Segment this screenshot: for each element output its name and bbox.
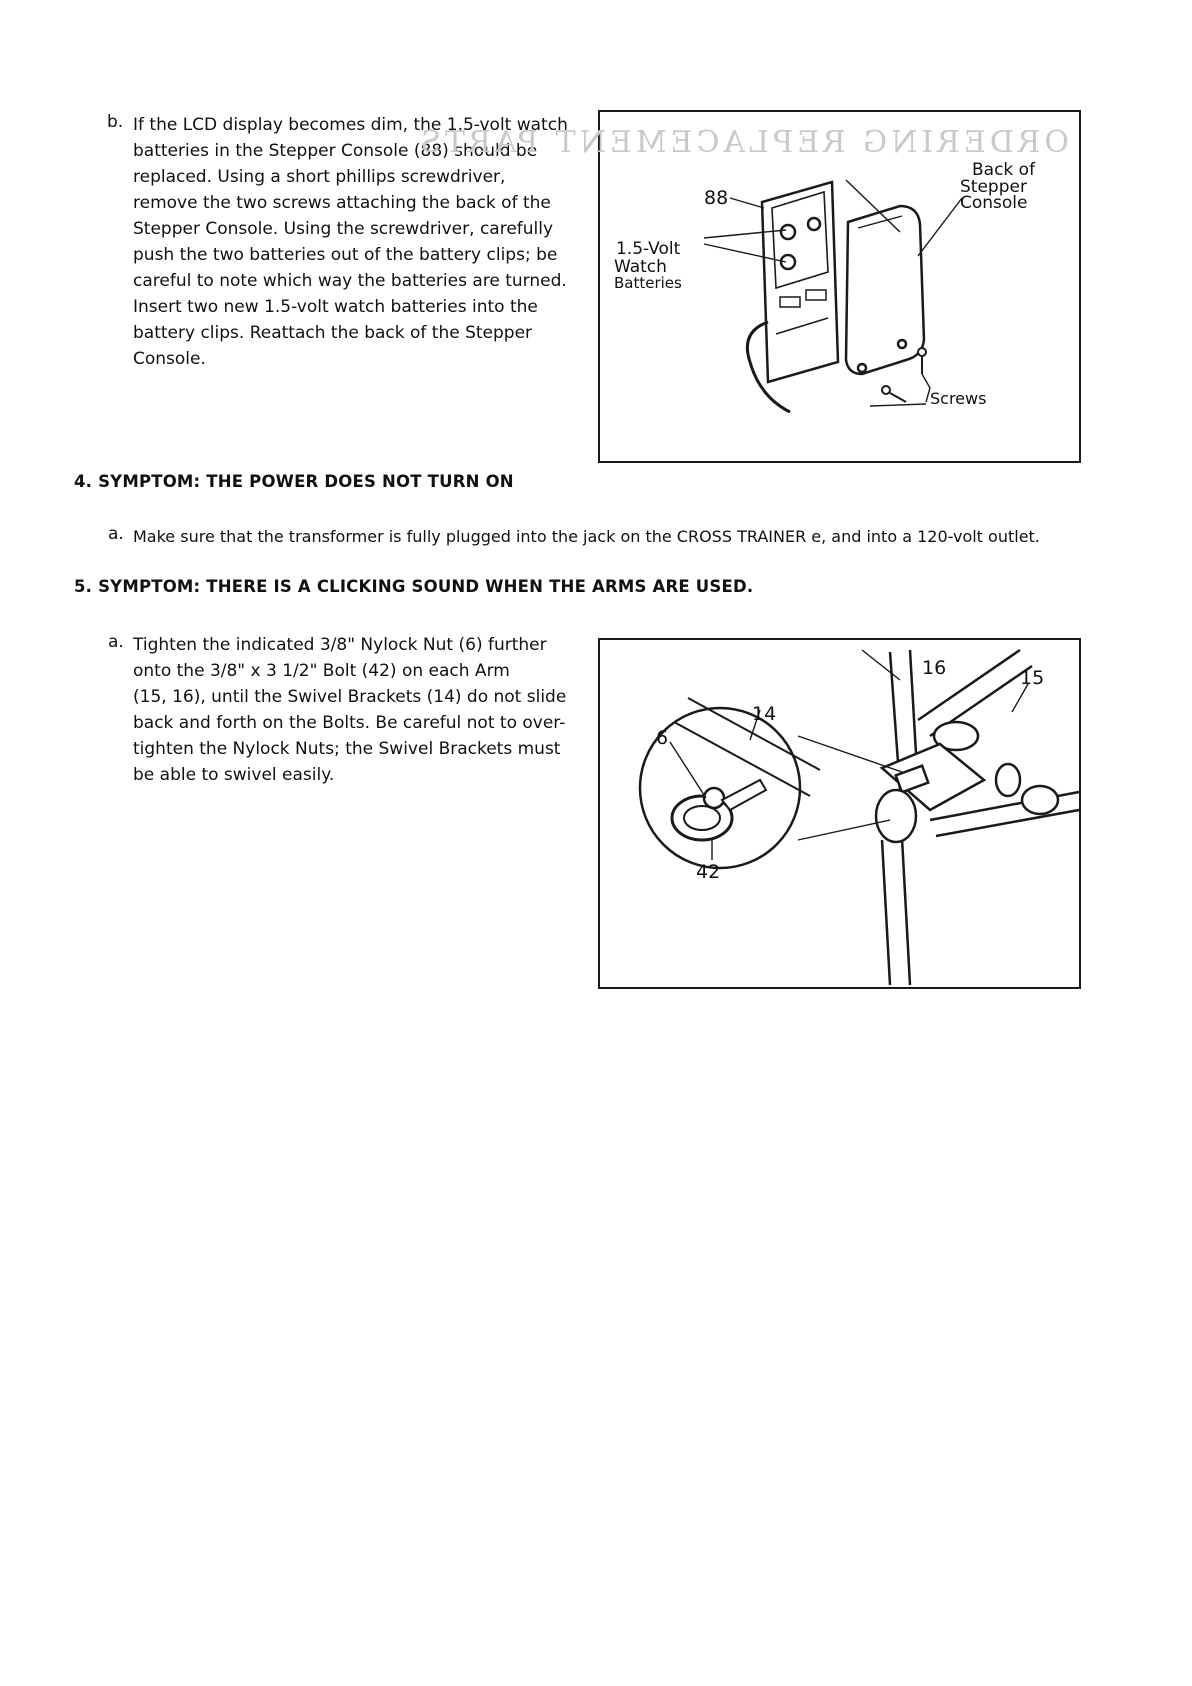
console-back-cover (846, 206, 924, 374)
arm-bracket-figure (598, 638, 1081, 989)
symptom-5-line: tighten the Nylock Nuts; the Swivel Brackets must (133, 739, 561, 759)
label-batteries: Batteries (614, 274, 682, 292)
section-b-line: Stepper Console. Using the screwdriver, carefully (133, 219, 554, 239)
section-b-line: careful to note which way the batteries are turned. (133, 271, 567, 291)
label-console: Console (960, 193, 1028, 213)
symptom-4-heading: 4. SYMPTOM: THE POWER DOES NOT TURN ON (74, 472, 514, 491)
screw-icons (882, 348, 926, 402)
detail-magnifier (640, 698, 820, 868)
section-b-line: battery clips. Reattach the back of the Stepper (133, 323, 533, 343)
label-volt: 1.5-Volt (616, 239, 681, 259)
label-stepper: Stepper (960, 177, 1027, 197)
console-front (762, 182, 838, 382)
section-b-line: replaced. Using a short phillips screwdriver, (133, 167, 506, 187)
label-screws: Screws (930, 389, 987, 408)
section-b-line: If the LCD display becomes dim, the 1.5-volt watch (133, 115, 568, 135)
label-6: 6 (656, 727, 669, 749)
arm-illustration (600, 640, 1079, 987)
symptom-5-line: onto the 3/8" x 3 1/2" Bolt (42) on each Arm (133, 661, 510, 681)
symptom-5-marker: a. (108, 632, 124, 652)
section-b-line: push the two batteries out of the battery clips; be (133, 245, 558, 265)
bracket-assembly (876, 722, 1058, 842)
section-b-line: batteries in the Stepper Console (88) should be (133, 141, 538, 161)
label-back-of: Back of (972, 160, 1036, 180)
symptom-5-heading: 5. SYMPTOM: THERE IS A CLICKING SOUND WHEN THE ARMS ARE USED. (74, 577, 754, 596)
label-watch: Watch (614, 257, 667, 277)
symptom-5-line: (15, 16), until the Swivel Brackets (14) do not slide (133, 687, 567, 707)
section-b-line: Console. (133, 349, 206, 369)
section-b-line: Insert two new 1.5-volt watch batteries into the (133, 297, 538, 317)
bleed-through-text: ORDERING REPLACEMENT PARTS (416, 125, 1069, 160)
console-illustration (416, 112, 1079, 461)
symptom-4-text: Make sure that the transformer is fully plugged into the jack on the CROSS TRAINER e, and into a 120-volt outlet. (133, 527, 1040, 546)
label-16: 16 (922, 657, 947, 679)
label-42: 42 (696, 861, 721, 883)
symptom-5-text (133, 632, 593, 788)
label-15: 15 (1020, 667, 1045, 689)
section-b-line: remove the two screws attaching the back of the (133, 193, 551, 213)
console-battery-figure (416, 110, 1081, 463)
section-b-marker: b. (107, 112, 124, 132)
symptom-5-line: back and forth on the Bolts. Be careful not to over- (133, 713, 566, 733)
symptom-4-marker: a. (108, 524, 124, 544)
symptom-5-line: be able to swivel easily. (133, 765, 335, 785)
symptom-5-line: Tighten the indicated 3/8" Nylock Nut (6) further (133, 635, 547, 655)
label-part-88: 88 (704, 187, 729, 209)
label-14: 14 (752, 703, 777, 725)
